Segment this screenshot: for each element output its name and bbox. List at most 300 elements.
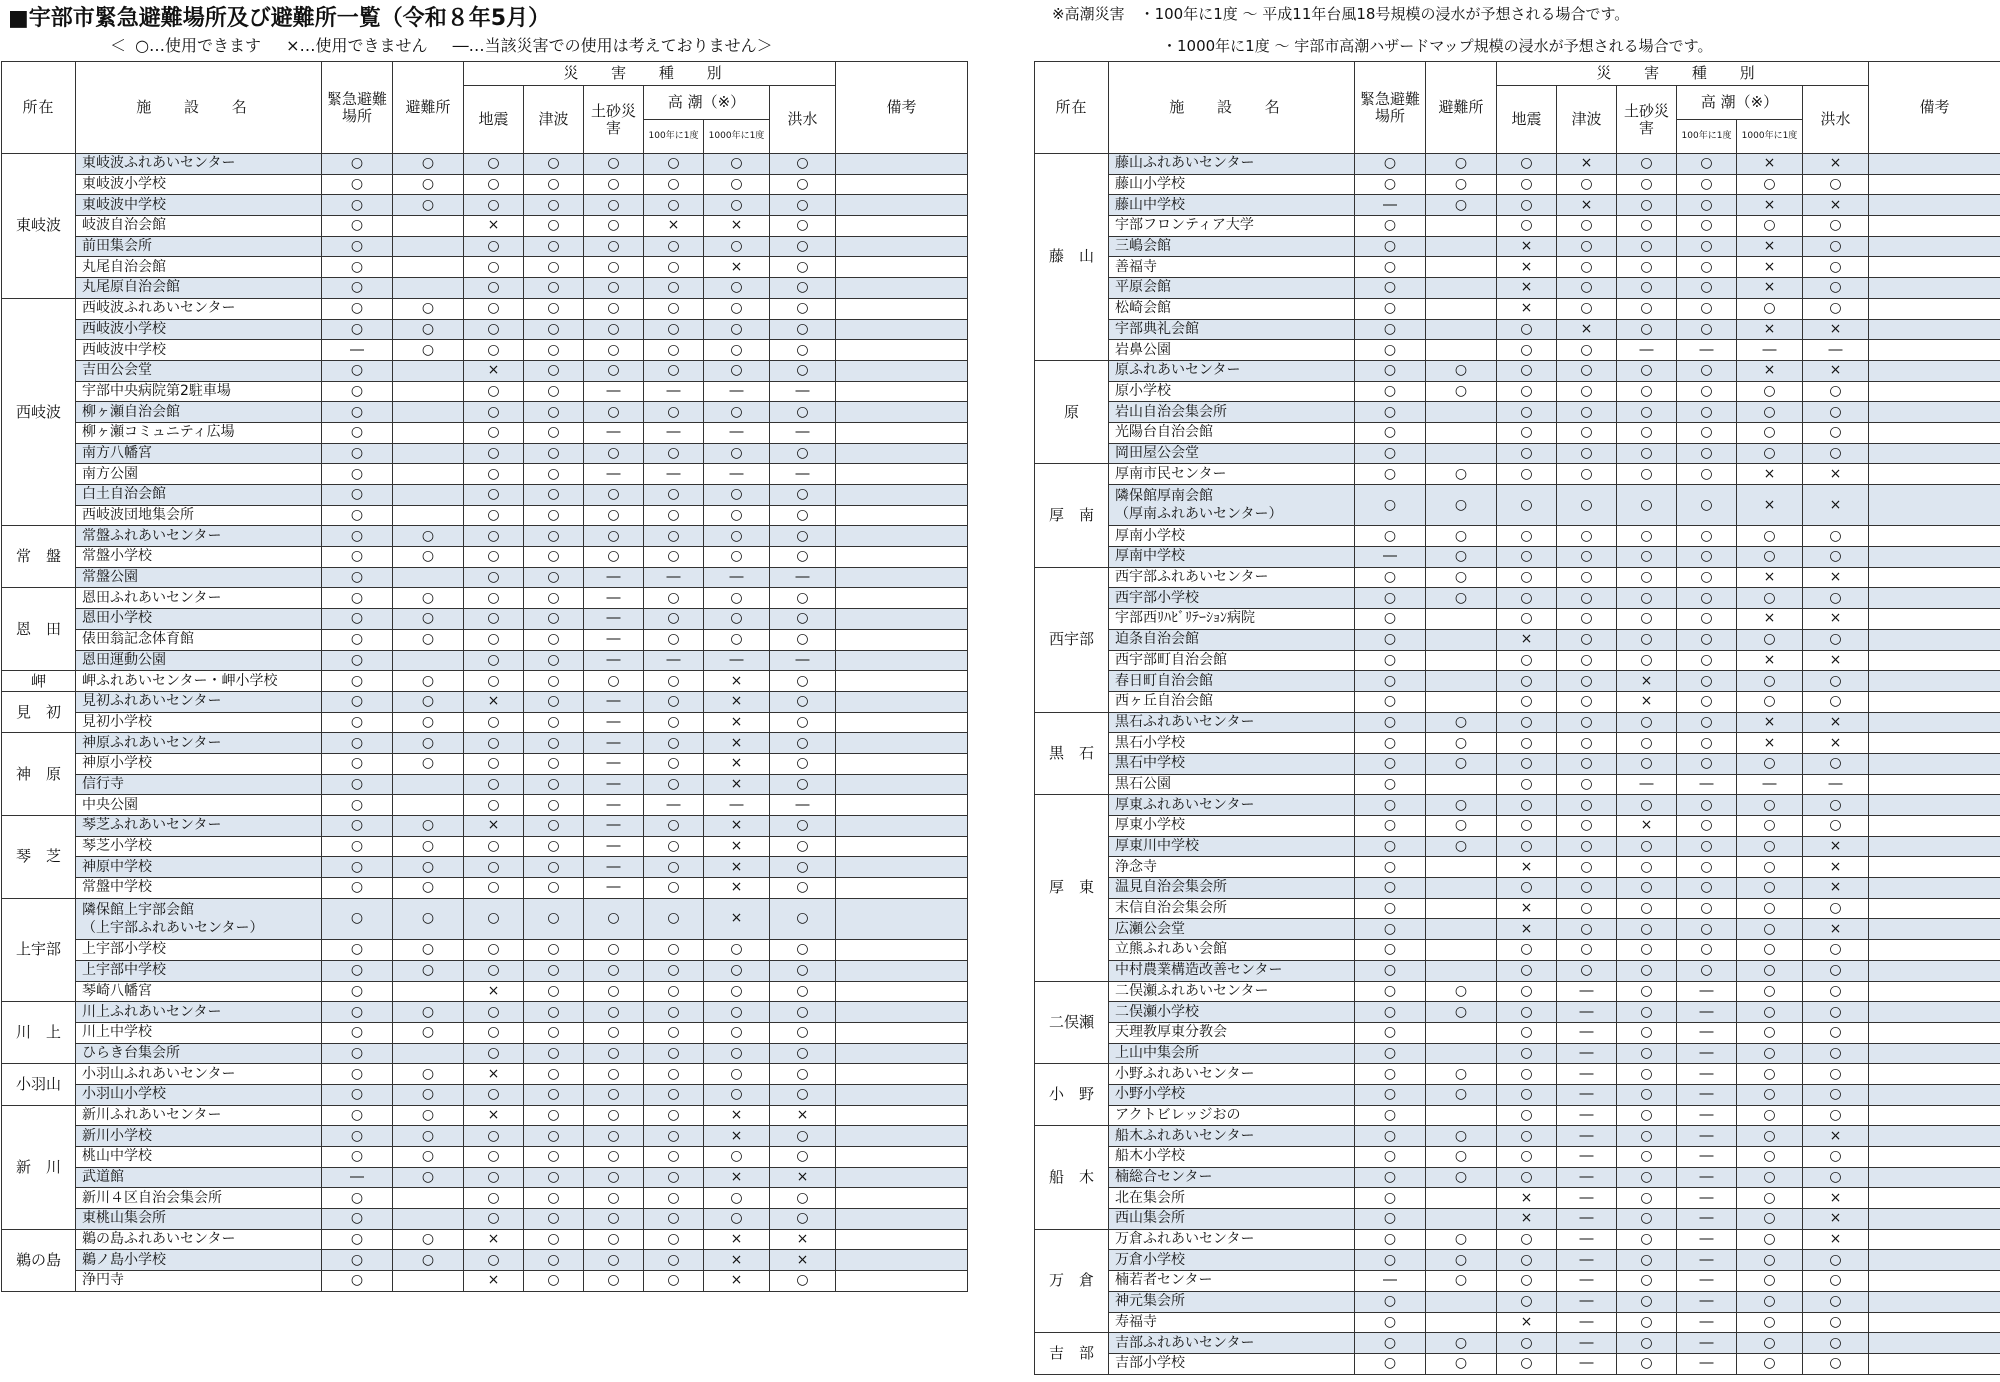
table-row — [1035, 1353, 2000, 1374]
header-shelter: 避難所 — [393, 62, 464, 154]
shelter-mark: ○ — [393, 1126, 464, 1147]
table-row — [1035, 526, 2000, 547]
header-surge-100: 100年に1度 — [1677, 120, 1737, 154]
flood-mark: ○ — [1803, 898, 1869, 919]
remarks-cell — [836, 1126, 968, 1147]
surge-1000-mark: ○ — [704, 1022, 770, 1043]
shelter-mark: ○ — [1426, 1250, 1497, 1271]
shelter-mark — [393, 1043, 464, 1064]
surge-1000-mark: ○ — [704, 505, 770, 526]
facility-name: 新川４区自治会集会所 — [76, 1188, 322, 1209]
emergency-mark: ○ — [322, 443, 393, 464]
surge-100-mark: ○ — [1677, 360, 1737, 381]
table-row — [1035, 1229, 2000, 1250]
emergency-mark: ○ — [1355, 629, 1426, 650]
flood-mark: ○ — [770, 298, 836, 319]
tsunami-mark: ○ — [524, 1209, 584, 1230]
emergency-mark: ○ — [1355, 753, 1426, 774]
flood-mark: ○ — [770, 319, 836, 340]
surge-1000-mark: × — [1737, 257, 1803, 278]
emergency-mark: ○ — [322, 278, 393, 299]
emergency-mark: ○ — [1355, 1147, 1426, 1168]
remarks-cell — [836, 464, 968, 485]
facility-name: 神原小学校 — [76, 753, 322, 774]
shelter-mark — [1426, 1043, 1497, 1064]
surge-100-mark: ○ — [644, 485, 704, 506]
landslide-mark: ○ — [1617, 1064, 1677, 1085]
surge-1000-mark: × — [1737, 733, 1803, 754]
shelter-mark: ○ — [393, 1167, 464, 1188]
surge-100-mark: ○ — [644, 857, 704, 878]
shelter-mark: ○ — [393, 857, 464, 878]
surge-100-mark: ○ — [1677, 878, 1737, 899]
table-row — [2, 753, 968, 774]
emergency-mark: ― — [322, 1167, 393, 1188]
table-row — [2, 816, 968, 837]
earthquake-mark: ○ — [464, 319, 524, 340]
earthquake-mark: ○ — [1497, 195, 1557, 216]
flood-mark: ○ — [770, 1064, 836, 1085]
landslide-mark: ○ — [1617, 464, 1677, 485]
earthquake-mark: ○ — [464, 174, 524, 195]
table-row — [2, 464, 968, 485]
facility-name: 松崎会館 — [1109, 298, 1355, 319]
remarks-cell — [836, 1167, 968, 1188]
emergency-mark: ○ — [322, 650, 393, 671]
facility-name: 琴芝小学校 — [76, 836, 322, 857]
facility-name: 白土自治会館 — [76, 485, 322, 506]
earthquake-mark: × — [1497, 898, 1557, 919]
earthquake-mark: ○ — [464, 1043, 524, 1064]
landslide-mark: ○ — [1617, 1167, 1677, 1188]
surge-100-mark: ― — [1677, 1022, 1737, 1043]
emergency-mark: ○ — [322, 422, 393, 443]
remarks-cell — [1869, 547, 2000, 568]
facility-name: 信行寺 — [76, 774, 322, 795]
facility-name: 厚南市民センター — [1109, 464, 1355, 485]
surge-100-mark: ○ — [1677, 588, 1737, 609]
flood-mark: ○ — [770, 857, 836, 878]
remarks-cell — [1869, 1043, 2000, 1064]
facility-name: 東岐波中学校 — [76, 195, 322, 216]
facility-name: 西岐波ふれあいセンター — [76, 298, 322, 319]
surge-100-mark: ○ — [644, 774, 704, 795]
landslide-mark: ○ — [1617, 1188, 1677, 1209]
shelter-mark — [393, 1209, 464, 1230]
earthquake-mark: ○ — [1497, 671, 1557, 692]
flood-mark: ○ — [770, 753, 836, 774]
facility-name: 厚南中学校 — [1109, 547, 1355, 568]
earthquake-mark: ○ — [464, 650, 524, 671]
surge-100-mark: ○ — [1677, 816, 1737, 837]
emergency-mark: ○ — [1355, 1043, 1426, 1064]
remarks-cell — [836, 878, 968, 899]
surge-100-mark: ○ — [644, 1147, 704, 1168]
shelter-mark: ○ — [393, 340, 464, 361]
shelter-mark: ○ — [393, 1105, 464, 1126]
remarks-cell — [836, 526, 968, 547]
surge-100-mark: ○ — [644, 257, 704, 278]
table-row — [2, 1167, 968, 1188]
flood-mark: ○ — [770, 878, 836, 899]
table-row — [1035, 298, 2000, 319]
surge-100-mark: ○ — [644, 588, 704, 609]
flood-mark: ○ — [1803, 1064, 1869, 1085]
area-name: 常 盤 — [2, 526, 76, 588]
flood-mark: ○ — [1803, 816, 1869, 837]
surge-1000-mark: ○ — [1737, 1064, 1803, 1085]
table-row — [1035, 195, 2000, 216]
shelter-mark: ○ — [393, 816, 464, 837]
flood-mark: × — [770, 1250, 836, 1271]
table-row — [2, 878, 968, 899]
emergency-mark: ― — [1355, 195, 1426, 216]
surge-100-mark: ○ — [1677, 526, 1737, 547]
emergency-mark: ○ — [322, 795, 393, 816]
surge-1000-mark: ○ — [704, 526, 770, 547]
surge-1000-mark: ○ — [704, 547, 770, 568]
area-name: 藤 山 — [1035, 154, 1109, 361]
surge-100-mark: ○ — [1677, 422, 1737, 443]
table-row — [1035, 650, 2000, 671]
flood-mark: ○ — [770, 836, 836, 857]
area-name: 黒 石 — [1035, 712, 1109, 795]
flood-mark: ○ — [770, 195, 836, 216]
surge-100-mark: ― — [1677, 1312, 1737, 1333]
landslide-mark: ○ — [1617, 381, 1677, 402]
surge-1000-mark: × — [1737, 360, 1803, 381]
earthquake-mark: ○ — [464, 443, 524, 464]
remarks-cell — [836, 216, 968, 237]
flood-mark: ○ — [1803, 257, 1869, 278]
landslide-mark: ○ — [1617, 485, 1677, 526]
table-row — [1035, 1271, 2000, 1292]
emergency-mark: ○ — [322, 485, 393, 506]
flood-mark: × — [1803, 195, 1869, 216]
landslide-mark: ― — [584, 836, 644, 857]
landslide-mark: ○ — [584, 319, 644, 340]
landslide-mark: ○ — [1617, 753, 1677, 774]
surge-1000-mark: ○ — [704, 1209, 770, 1230]
earthquake-mark: ○ — [1497, 1002, 1557, 1023]
earthquake-mark: × — [1497, 1209, 1557, 1230]
tsunami-mark: ○ — [1557, 340, 1617, 361]
tsunami-mark: ― — [1557, 1312, 1617, 1333]
flood-mark: ○ — [1803, 1250, 1869, 1271]
emergency-mark: ○ — [1355, 691, 1426, 712]
emergency-mark: ○ — [1355, 526, 1426, 547]
surge-100-mark: ― — [1677, 1271, 1737, 1292]
surge-100-mark: ― — [1677, 1167, 1737, 1188]
surge-100-mark: ○ — [1677, 960, 1737, 981]
landslide-mark: ○ — [1617, 733, 1677, 754]
emergency-mark: ○ — [322, 1022, 393, 1043]
earthquake-mark: ○ — [464, 298, 524, 319]
remarks-cell — [1869, 857, 2000, 878]
table-row — [2, 1229, 968, 1250]
remarks-cell — [1869, 464, 2000, 485]
tsunami-mark: ○ — [524, 981, 584, 1002]
table-row — [1035, 691, 2000, 712]
remarks-cell — [836, 1271, 968, 1292]
table-row — [1035, 940, 2000, 961]
shelter-mark — [393, 216, 464, 237]
emergency-mark: ○ — [322, 505, 393, 526]
shelter-mark: ○ — [393, 1250, 464, 1271]
table-row — [2, 505, 968, 526]
flood-mark: ○ — [770, 1209, 836, 1230]
remarks-cell — [1869, 443, 2000, 464]
tsunami-mark: ○ — [524, 1147, 584, 1168]
surge-1000-mark: ○ — [704, 340, 770, 361]
flood-mark: ○ — [770, 526, 836, 547]
surge-1000-mark: ○ — [1737, 753, 1803, 774]
surge-100-mark: ○ — [1677, 154, 1737, 175]
shelter-mark: ○ — [393, 940, 464, 961]
surge-1000-mark: ○ — [1737, 691, 1803, 712]
facility-name: 宇部西ﾘﾊﾋﾞﾘﾃｰｼｮﾝ病院 — [1109, 609, 1355, 630]
table-row — [2, 857, 968, 878]
surge-100-mark: ○ — [644, 1064, 704, 1085]
surge-100-mark: ○ — [1677, 650, 1737, 671]
remarks-cell — [836, 940, 968, 961]
surge-1000-mark: ○ — [1737, 1188, 1803, 1209]
table-row — [2, 960, 968, 981]
surge-1000-mark: ○ — [704, 236, 770, 257]
landslide-mark: ○ — [1617, 960, 1677, 981]
landslide-mark: ○ — [584, 1002, 644, 1023]
surge-1000-mark: ○ — [704, 402, 770, 423]
earthquake-mark: × — [464, 816, 524, 837]
earthquake-mark: ○ — [1497, 174, 1557, 195]
flood-mark: ― — [770, 650, 836, 671]
emergency-mark: ― — [1355, 1271, 1426, 1292]
table-row — [2, 981, 968, 1002]
shelter-mark — [1426, 919, 1497, 940]
remarks-cell — [1869, 278, 2000, 299]
shelter-mark: ○ — [393, 298, 464, 319]
landslide-mark: ○ — [584, 1271, 644, 1292]
shelter-mark: ○ — [1426, 381, 1497, 402]
remarks-cell — [836, 836, 968, 857]
landslide-mark: ○ — [1617, 1229, 1677, 1250]
tsunami-mark: ○ — [524, 278, 584, 299]
surge-1000-mark: × — [704, 1126, 770, 1147]
facility-name: 末信自治会集会所 — [1109, 898, 1355, 919]
shelter-mark — [1426, 650, 1497, 671]
emergency-mark: ○ — [1355, 236, 1426, 257]
tsunami-mark: ― — [1557, 1105, 1617, 1126]
earthquake-mark: ○ — [1497, 795, 1557, 816]
landslide-mark: ― — [584, 381, 644, 402]
area-name: 川 上 — [2, 1002, 76, 1064]
landslide-mark: × — [1617, 671, 1677, 692]
flood-mark: × — [1803, 1126, 1869, 1147]
header-storm-surge: 高 潮（※） — [644, 86, 770, 120]
table-row — [2, 1105, 968, 1126]
table-row — [2, 526, 968, 547]
tsunami-mark: ○ — [1557, 650, 1617, 671]
tsunami-mark: ○ — [524, 154, 584, 175]
landslide-mark: ○ — [1617, 609, 1677, 630]
facility-name: 神元集会所 — [1109, 1291, 1355, 1312]
landslide-mark: ○ — [584, 1229, 644, 1250]
flood-mark: ○ — [1803, 422, 1869, 443]
facility-name: 宇部フロンティア大学 — [1109, 216, 1355, 237]
emergency-mark: ○ — [1355, 1353, 1426, 1374]
area-name: 原 — [1035, 360, 1109, 463]
earthquake-mark: × — [1497, 278, 1557, 299]
flood-mark: ○ — [770, 216, 836, 237]
earthquake-mark: ○ — [1497, 381, 1557, 402]
flood-mark: × — [1803, 1188, 1869, 1209]
flood-mark: ○ — [770, 174, 836, 195]
emergency-mark: ○ — [322, 878, 393, 899]
surge-100-mark: ― — [1677, 981, 1737, 1002]
landslide-mark: ○ — [584, 195, 644, 216]
facility-name: 東岐波小学校 — [76, 174, 322, 195]
earthquake-mark: ○ — [464, 485, 524, 506]
table-row — [2, 567, 968, 588]
tsunami-mark: ○ — [1557, 381, 1617, 402]
area-name: 船 木 — [1035, 1126, 1109, 1229]
facility-name: 見初ふれあいセンター — [76, 691, 322, 712]
facility-name: 善福寺 — [1109, 257, 1355, 278]
remarks-cell — [836, 1084, 968, 1105]
flood-mark: ○ — [1803, 402, 1869, 423]
earthquake-mark: ○ — [464, 1188, 524, 1209]
remarks-cell — [1869, 1167, 2000, 1188]
earthquake-mark: ○ — [464, 898, 524, 939]
tsunami-mark: ○ — [1557, 836, 1617, 857]
surge-100-mark: ○ — [644, 629, 704, 650]
table-row — [2, 195, 968, 216]
surge-100-mark: ― — [1677, 1291, 1737, 1312]
surge-100-mark: ○ — [644, 340, 704, 361]
earthquake-mark: × — [464, 216, 524, 237]
landslide-mark: ○ — [1617, 1353, 1677, 1374]
remarks-cell — [1869, 154, 2000, 175]
landslide-mark: ○ — [1617, 1147, 1677, 1168]
remarks-cell — [1869, 898, 2000, 919]
remarks-cell — [1869, 981, 2000, 1002]
area-name: 琴 芝 — [2, 816, 76, 899]
flood-mark: ○ — [770, 671, 836, 692]
tsunami-mark: ○ — [524, 836, 584, 857]
flood-mark: ― — [770, 422, 836, 443]
emergency-mark: ○ — [1355, 1064, 1426, 1085]
shelter-mark: ○ — [1426, 1167, 1497, 1188]
shelter-mark: ○ — [393, 609, 464, 630]
tsunami-mark: ― — [1557, 1333, 1617, 1354]
table-row — [2, 629, 968, 650]
surge-1000-mark: ○ — [1737, 526, 1803, 547]
facility-name: 藤山小学校 — [1109, 174, 1355, 195]
emergency-mark: ○ — [1355, 278, 1426, 299]
facility-name: 藤山ふれあいセンター — [1109, 154, 1355, 175]
emergency-mark: ○ — [322, 298, 393, 319]
shelter-mark: ○ — [393, 154, 464, 175]
surge-1000-mark: ○ — [1737, 1167, 1803, 1188]
landslide-mark: ○ — [584, 981, 644, 1002]
shelter-mark: ○ — [393, 195, 464, 216]
remarks-cell — [1869, 733, 2000, 754]
emergency-mark: ○ — [322, 154, 393, 175]
table-row — [2, 671, 968, 692]
facility-name: 船木小学校 — [1109, 1147, 1355, 1168]
tsunami-mark: ○ — [1557, 526, 1617, 547]
facility-name: 東桃山集会所 — [76, 1209, 322, 1230]
header-area: 所在 — [2, 62, 76, 154]
landslide-mark: ○ — [1617, 195, 1677, 216]
table-row — [1035, 898, 2000, 919]
flood-mark: ○ — [770, 609, 836, 630]
shelter-mark: ○ — [1426, 836, 1497, 857]
surge-1000-mark: ○ — [1737, 1043, 1803, 1064]
tsunami-mark: ○ — [524, 609, 584, 630]
table-row — [2, 898, 968, 939]
tsunami-mark: ○ — [524, 547, 584, 568]
table-row — [1035, 1291, 2000, 1312]
landslide-mark: ○ — [1617, 650, 1677, 671]
flood-mark: ○ — [770, 340, 836, 361]
flood-mark: ○ — [1803, 960, 1869, 981]
facility-name: 鵜ノ島小学校 — [76, 1250, 322, 1271]
header-surge-100: 100年に1度 — [644, 120, 704, 154]
remarks-cell — [1869, 691, 2000, 712]
flood-mark: ○ — [770, 898, 836, 939]
flood-mark: ○ — [770, 1188, 836, 1209]
tsunami-mark: ○ — [1557, 940, 1617, 961]
remarks-cell — [1869, 485, 2000, 526]
remarks-cell — [836, 1002, 968, 1023]
table-row — [2, 402, 968, 423]
header-flood: 洪水 — [1803, 86, 1869, 154]
surge-1000-mark: × — [1737, 154, 1803, 175]
earthquake-mark: ○ — [1497, 485, 1557, 526]
landslide-mark: ○ — [1617, 1209, 1677, 1230]
surge-100-mark: ○ — [644, 547, 704, 568]
earthquake-mark: ○ — [1497, 960, 1557, 981]
landslide-mark: ― — [584, 774, 644, 795]
area-name: 神 原 — [2, 733, 76, 816]
earthquake-mark: ○ — [464, 1002, 524, 1023]
tsunami-mark: ○ — [1557, 671, 1617, 692]
flood-mark: × — [1803, 836, 1869, 857]
table-row — [2, 381, 968, 402]
facility-name: 小羽山ふれあいセンター — [76, 1064, 322, 1085]
tsunami-mark: ○ — [524, 236, 584, 257]
facility-name: 常盤公園 — [76, 567, 322, 588]
table-row — [2, 691, 968, 712]
surge-100-mark: ○ — [644, 154, 704, 175]
surge-1000-mark: × — [704, 857, 770, 878]
shelter-mark: ○ — [393, 671, 464, 692]
earthquake-mark: ○ — [1497, 360, 1557, 381]
facility-name: 宇部典礼会館 — [1109, 319, 1355, 340]
tsunami-mark: ― — [1557, 1022, 1617, 1043]
shelter-mark: ○ — [1426, 816, 1497, 837]
tsunami-mark: ― — [1557, 1126, 1617, 1147]
surge-100-mark: ― — [1677, 1126, 1737, 1147]
tsunami-mark: ○ — [1557, 464, 1617, 485]
earthquake-mark: ○ — [1497, 733, 1557, 754]
flood-mark: ○ — [1803, 1353, 1869, 1374]
landslide-mark: ○ — [584, 1126, 644, 1147]
earthquake-mark: × — [464, 1271, 524, 1292]
landslide-mark: ○ — [1617, 1002, 1677, 1023]
remarks-cell — [1869, 340, 2000, 361]
